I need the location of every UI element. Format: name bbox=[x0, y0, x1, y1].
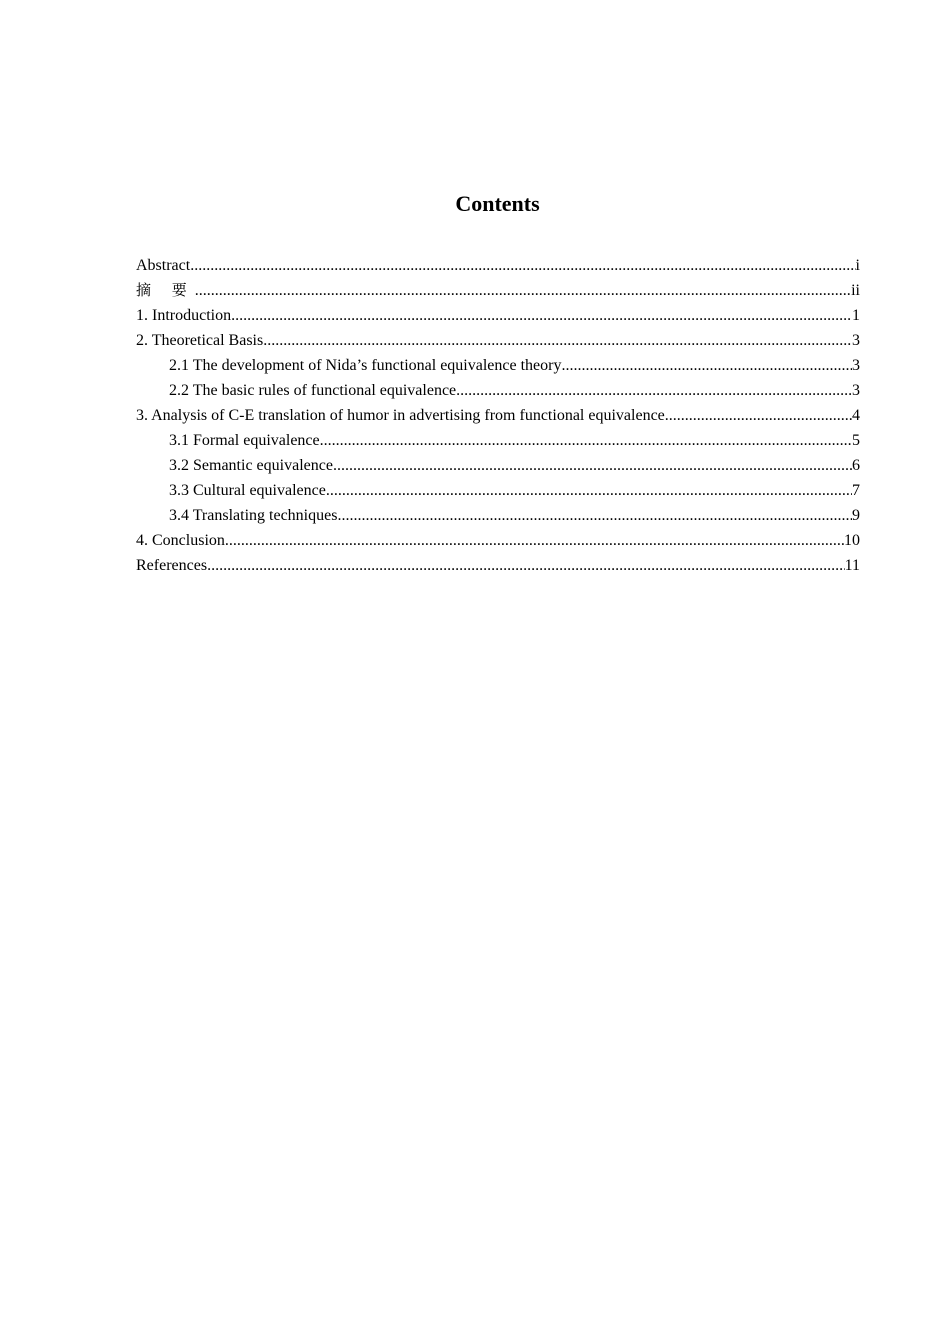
toc-leader-dots bbox=[665, 403, 852, 428]
toc-entry-label: 3.3 Cultural equivalence bbox=[169, 482, 326, 499]
toc-page-number: 5 bbox=[852, 432, 860, 449]
toc-leader-dots bbox=[561, 353, 852, 378]
toc-leader-dots bbox=[195, 278, 851, 303]
toc-page-number: 3 bbox=[852, 382, 860, 399]
toc-entry-abstract[interactable] bbox=[136, 253, 860, 278]
toc-leader-dots bbox=[337, 503, 852, 528]
toc-entry-references[interactable] bbox=[136, 553, 860, 578]
toc-entry-label: Abstract bbox=[136, 257, 191, 274]
toc-leader-dots bbox=[326, 478, 852, 503]
toc-entry-label: References bbox=[136, 557, 208, 574]
toc-entry-section-2-2[interactable] bbox=[136, 378, 860, 403]
toc-entry-analysis[interactable] bbox=[136, 403, 860, 428]
toc-page-number: 7 bbox=[852, 482, 860, 499]
toc-leader-dots bbox=[456, 378, 852, 403]
toc-entry-section-3-4[interactable] bbox=[136, 503, 860, 528]
toc-entry-section-3-3[interactable] bbox=[136, 478, 860, 503]
toc-leader-dots bbox=[320, 428, 852, 453]
toc-page-number: 3 bbox=[852, 357, 860, 374]
toc-entry-introduction[interactable] bbox=[136, 303, 860, 328]
toc-entry-label: 1. Introduction bbox=[136, 307, 232, 324]
toc-page-number: 10 bbox=[844, 532, 860, 549]
table-of-contents bbox=[136, 253, 860, 578]
toc-leader-dots bbox=[225, 528, 844, 553]
toc-entry-label: 2. Theoretical Basis bbox=[136, 332, 264, 349]
toc-entry-label: 3.2 Semantic equivalence bbox=[169, 457, 333, 474]
toc-leader-dots bbox=[231, 303, 852, 328]
toc-entry-section-3-2[interactable] bbox=[136, 453, 860, 478]
toc-entry-chinese-abstract[interactable] bbox=[136, 278, 860, 303]
toc-leader-dots bbox=[190, 253, 855, 278]
toc-entry-label: 4. Conclusion bbox=[136, 532, 225, 549]
toc-entry-conclusion[interactable] bbox=[136, 528, 860, 553]
toc-page-number: 3 bbox=[852, 332, 860, 349]
toc-entry-theoretical-basis[interactable] bbox=[136, 328, 860, 353]
toc-entry-section-3-1[interactable] bbox=[136, 428, 860, 453]
toc-page-number: 11 bbox=[844, 557, 860, 574]
toc-page-number: 9 bbox=[852, 507, 860, 524]
toc-page-number: ii bbox=[851, 282, 860, 299]
toc-leader-dots bbox=[333, 453, 852, 478]
toc-entry-label: 摘 要 bbox=[136, 281, 195, 299]
toc-page-number: 4 bbox=[852, 407, 860, 424]
toc-page-number: i bbox=[855, 257, 860, 274]
toc-page-number: 6 bbox=[852, 457, 860, 474]
toc-entry-label: 3.1 Formal equivalence bbox=[169, 432, 320, 449]
toc-leader-dots bbox=[263, 328, 852, 353]
toc-entry-label: 2.2 The basic rules of functional equivalence bbox=[169, 382, 457, 399]
toc-page-number: 1 bbox=[852, 307, 860, 324]
toc-entry-label: 2.1 The development of Nida’s functional equivalence theory bbox=[169, 357, 562, 374]
toc-entry-section-2-1[interactable] bbox=[136, 353, 860, 378]
toc-entry-label: 3.4 Translating techniques bbox=[169, 507, 338, 524]
toc-entry-label: 3. Analysis of C-E translation of humor in advertising from functional equivalence bbox=[136, 407, 665, 424]
toc-leader-dots bbox=[207, 553, 845, 578]
page-title: Contents bbox=[455, 191, 540, 216]
